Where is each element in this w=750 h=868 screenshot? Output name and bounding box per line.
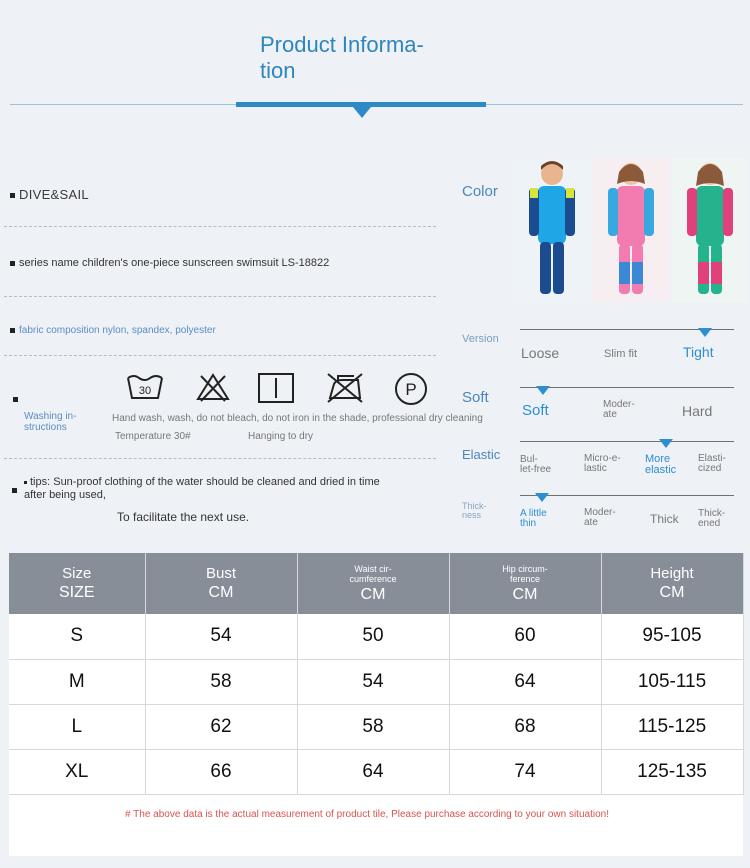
- fabric-composition: fabric composition nylon, spandex, polyester: [19, 325, 216, 336]
- washing-label: Washing in- structions: [24, 411, 77, 433]
- table-cell: 50: [297, 614, 449, 659]
- bullet-icon: [12, 488, 17, 493]
- header-height: [601, 553, 743, 614]
- hanging-text: Hanging to dry: [248, 431, 314, 442]
- softness-option: Moder- ate: [603, 399, 635, 420]
- bullet-small-icon: [24, 481, 27, 484]
- elastic-option-selected: More elastic: [645, 453, 677, 476]
- temperature-text: Temperature 30#: [115, 431, 191, 442]
- washing-instructions-text: Hand wash, wash, do not bleach, do not iron in the shade, professional dry cleaning: [112, 413, 483, 424]
- tips-line-3: To facilitate the next use.: [117, 510, 250, 524]
- header-arrow-icon: [353, 107, 371, 118]
- table-cell: 74: [449, 749, 601, 794]
- bullet-icon: [10, 328, 15, 333]
- series-name: series name children's one-piece sunscreen swimsuit LS-18822: [19, 257, 330, 269]
- table-cell: XL: [9, 749, 145, 794]
- thickness-option: Moder- ate: [584, 507, 616, 528]
- header-size: [9, 553, 145, 614]
- divider: [4, 226, 436, 227]
- header-top: Height: [650, 565, 694, 582]
- swimsuit-blue-image: [514, 158, 590, 302]
- table-cell: 66: [145, 749, 297, 794]
- no-bleach-icon: [196, 372, 230, 402]
- elastic-label: Elastic: [462, 447, 501, 462]
- table-cell: 115-125: [601, 704, 743, 749]
- dry-in-shade-icon: [257, 372, 295, 404]
- version-option: Slim fit: [604, 348, 637, 360]
- header-top: Waist cir- cumference: [349, 563, 397, 584]
- bullet-icon: [10, 193, 15, 198]
- table-cell: 105-115: [601, 659, 743, 704]
- page-title: [260, 32, 460, 84]
- color-label: Color: [462, 183, 498, 200]
- divider: [4, 458, 436, 459]
- bullet-icon: [13, 397, 18, 402]
- table-cell: 58: [145, 659, 297, 704]
- wash-temp-text: 30: [138, 385, 152, 397]
- tips-line-2: after being used,: [24, 489, 106, 501]
- elastic-option: Micro-e- lastic: [584, 453, 621, 474]
- table-cell: 54: [297, 659, 449, 704]
- wash-30-icon: [126, 372, 164, 402]
- table-cell: 95-105: [601, 614, 743, 659]
- bullet-icon: [10, 261, 15, 266]
- thickness-option: Thick- ened: [698, 508, 726, 529]
- table-cell: 68: [449, 704, 601, 749]
- dry-clean-text: P: [405, 380, 417, 399]
- header-top: Size: [62, 565, 92, 582]
- header-top: Hip circum- ference: [502, 563, 548, 584]
- elastic-option: Bul- let-free: [520, 454, 552, 475]
- softness-marker-icon: [536, 386, 550, 395]
- divider: [4, 355, 436, 356]
- table-cell: 125-135: [601, 749, 743, 794]
- size-table-header: [9, 553, 743, 614]
- version-marker-icon: [698, 328, 712, 337]
- softness-scale: [520, 387, 734, 388]
- table-cell: 60: [449, 614, 601, 659]
- elastic-marker-icon: [659, 439, 673, 448]
- title-line-1: Product Informa-: [260, 32, 424, 57]
- title-line-2: tion: [260, 58, 296, 83]
- header-bottom: SIZE: [58, 584, 95, 601]
- swimsuit-green-image: [672, 158, 748, 302]
- header-top: Bust: [205, 565, 236, 582]
- fabric-row: [10, 325, 435, 336]
- table-cell: M: [9, 659, 145, 704]
- care-icons: [126, 372, 436, 406]
- table-row: [9, 704, 743, 749]
- table-cell: 64: [449, 659, 601, 704]
- elastic-option: Elasti- cized: [698, 453, 726, 474]
- elastic-scale: [520, 441, 734, 442]
- do-not-iron-icon: [326, 372, 364, 404]
- swimsuit-pink-image: [593, 158, 669, 302]
- tips-row: [10, 476, 430, 524]
- softness-option: Hard: [682, 403, 713, 419]
- header-bottom: CM: [659, 584, 685, 601]
- version-option: Loose: [521, 345, 560, 361]
- header-waist: [297, 553, 449, 614]
- version-option-selected: Tight: [683, 344, 714, 360]
- header-bottom: CM: [208, 584, 234, 601]
- product-photos: [514, 158, 748, 302]
- table-row: [9, 659, 743, 704]
- brand-name: DIVE&SAIL: [19, 187, 89, 202]
- table-cell: L: [9, 704, 145, 749]
- thickness-option: Thick: [650, 512, 679, 526]
- softness-option-selected: Soft: [522, 402, 549, 419]
- thickness-label: Thick- ness: [462, 501, 487, 520]
- table-cell: 58: [297, 704, 449, 749]
- soft-label: Soft: [462, 389, 489, 406]
- size-table: [9, 553, 744, 795]
- table-row: [9, 749, 743, 794]
- tips-line-1: tips: Sun-proof clothing of the water should be cleaned and dried in time: [30, 476, 380, 488]
- header-bottom: CM: [360, 585, 386, 603]
- table-cell: 64: [297, 749, 449, 794]
- thickness-marker-icon: [535, 493, 549, 502]
- header-bottom: CM: [512, 585, 538, 603]
- measurement-note: # The above data is the actual measurement of product tile, Please purchase according to your own situation!: [125, 809, 609, 820]
- dry-clean-icon: [394, 372, 428, 406]
- table-cell: 54: [145, 614, 297, 659]
- table-cell: S: [9, 614, 145, 659]
- table-cell: 62: [145, 704, 297, 749]
- brand-row: [10, 187, 435, 202]
- thickness-option-selected: A little thin: [520, 508, 547, 529]
- measurement-note-box: [9, 794, 743, 856]
- table-row: [9, 614, 743, 659]
- version-label: Version: [462, 333, 499, 345]
- thickness-scale: [520, 495, 734, 496]
- divider: [4, 296, 436, 297]
- header-bust: [145, 553, 297, 614]
- header-hip: [449, 553, 601, 614]
- series-row: [10, 257, 435, 269]
- washing-label-row: [10, 389, 105, 444]
